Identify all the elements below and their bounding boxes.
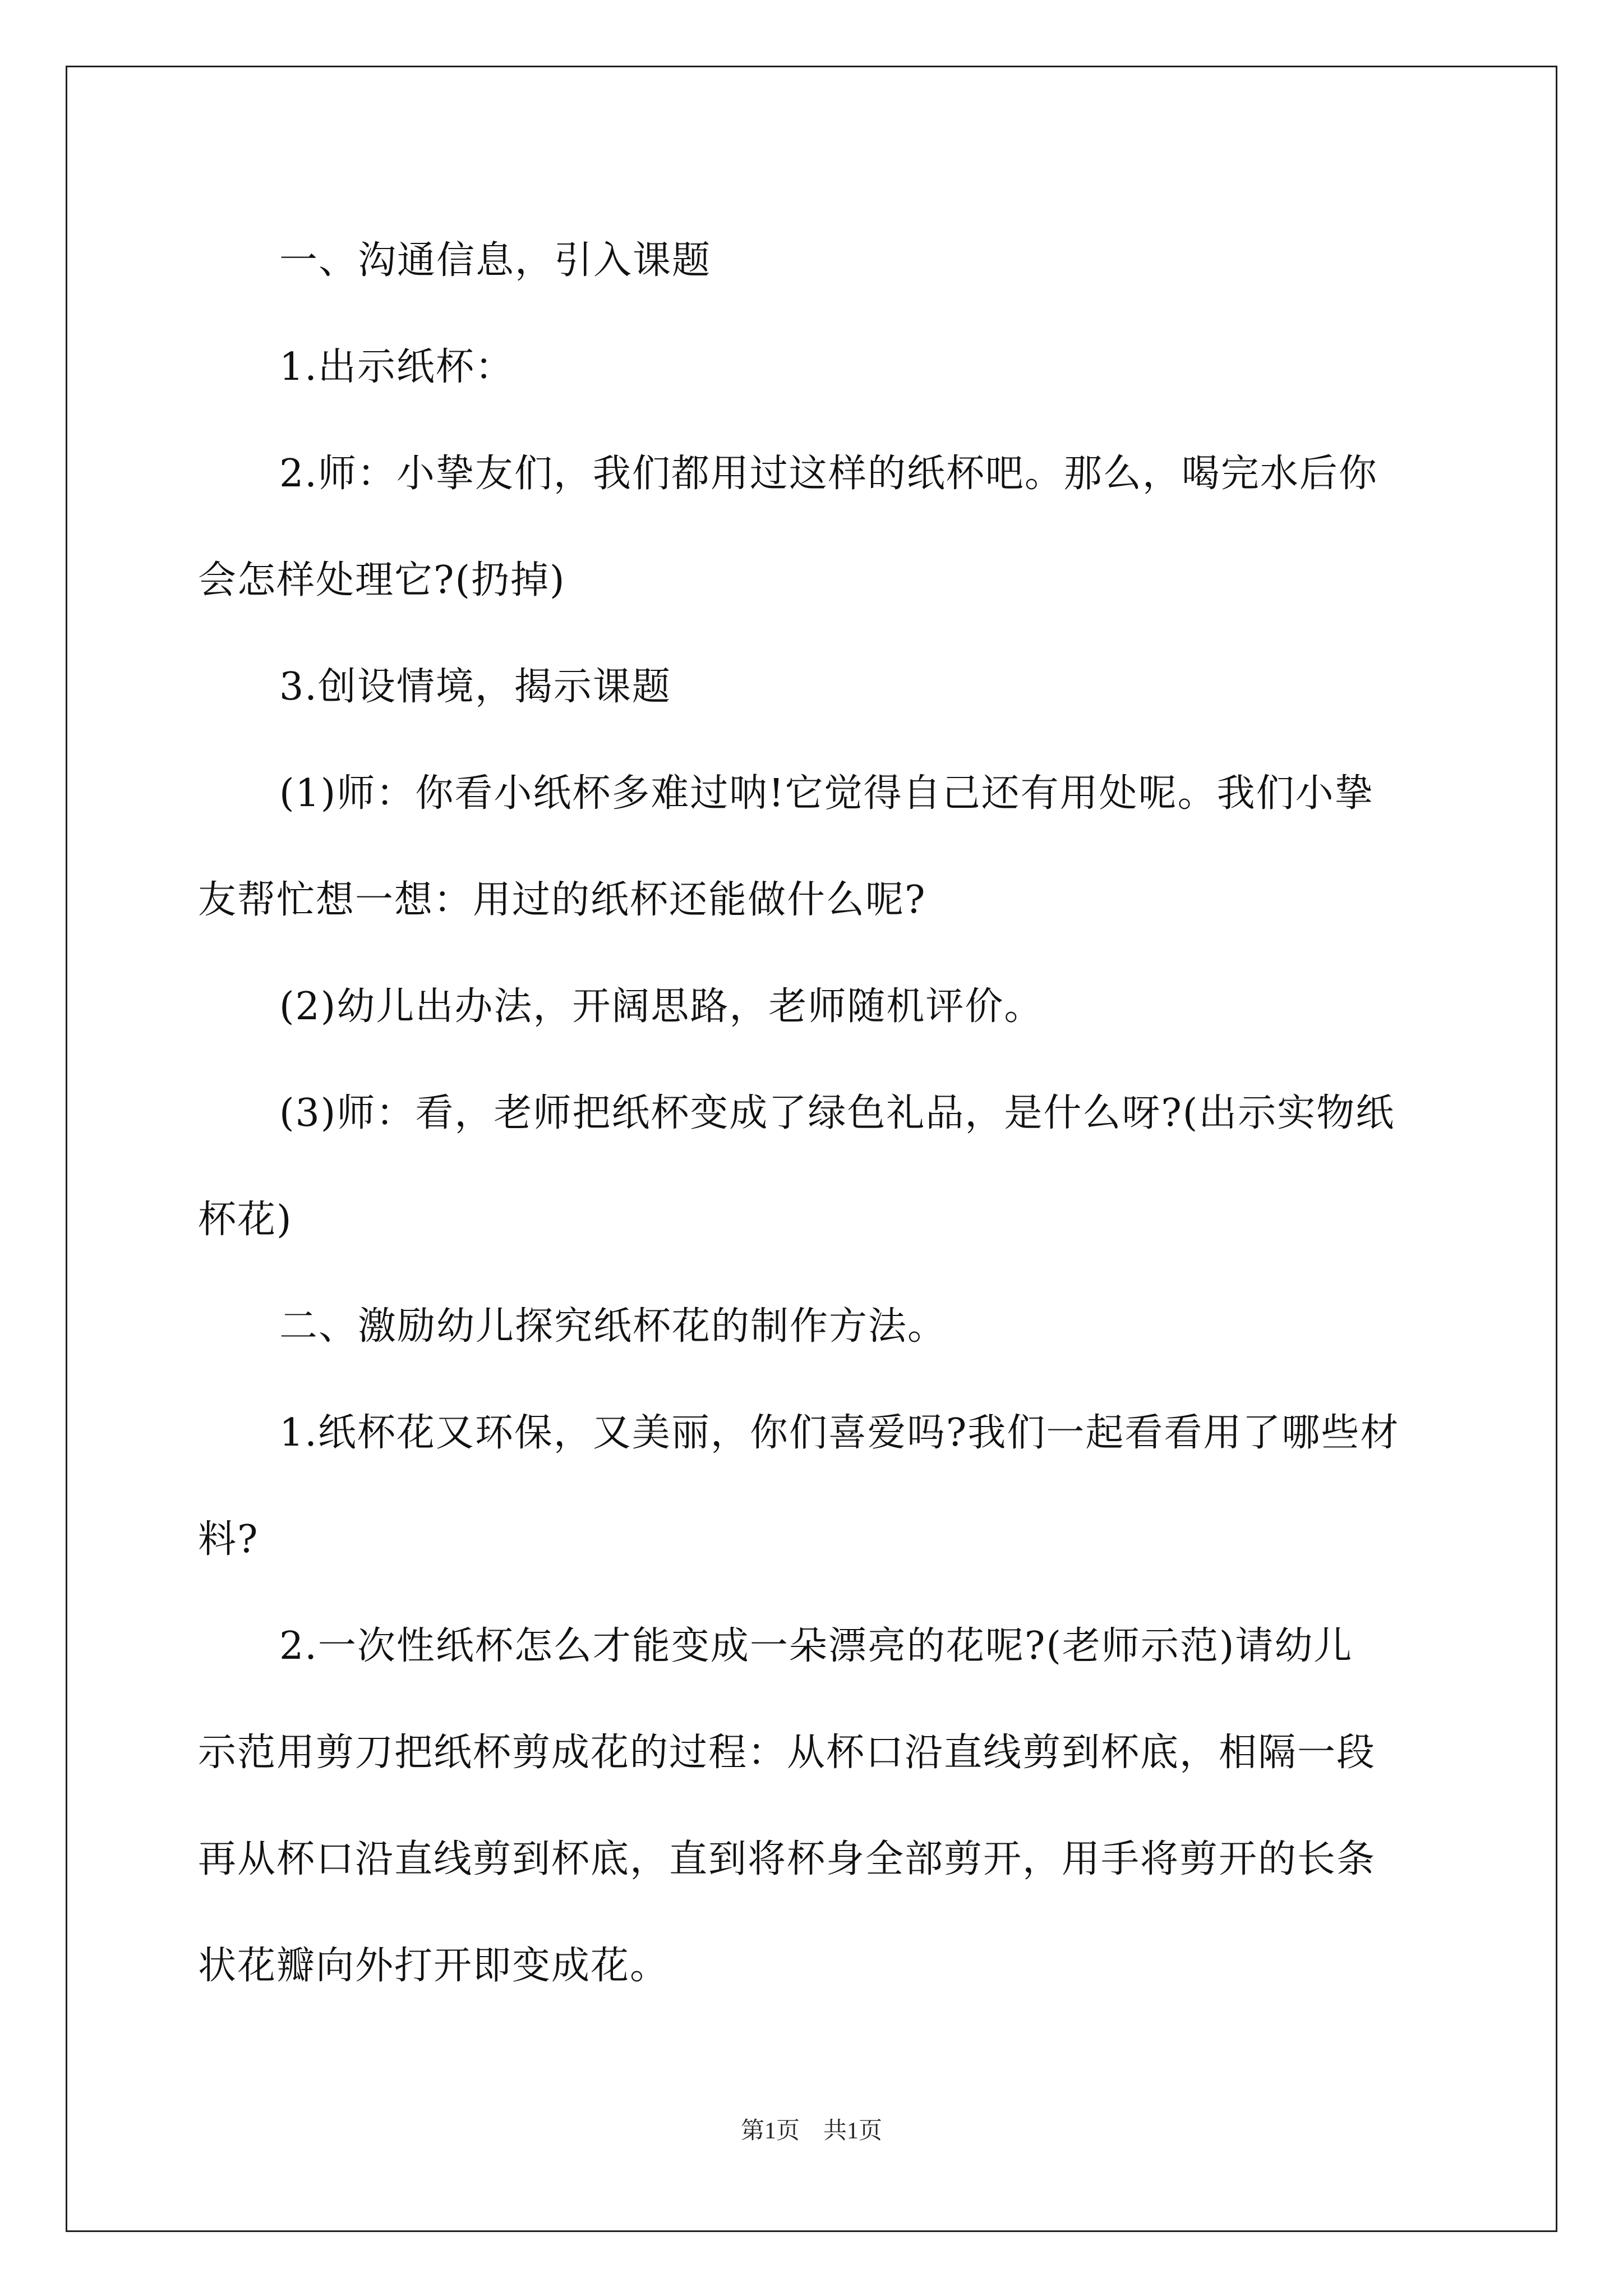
paragraph: (1)师：你看小纸杯多难过呐!它觉得自己还有用处呢。我们小挚 友帮忙想一想：用过的纸杯还能做什么呢? bbox=[198, 771, 1374, 922]
paragraph: 1.纸杯花又环保，又美丽，你们喜爱吗?我们一起看看用了哪些材 料? bbox=[198, 1411, 1400, 1562]
paragraph: 2.师：小挚友们，我们都用过这样的纸杯吧。那么，喝完水后你 会怎样处理它?(扔掉) bbox=[198, 452, 1378, 602]
page-number-footer: 第1页 共1页 bbox=[740, 2118, 882, 2144]
paragraph: (2)幼儿出办法，开阔思路，老师随机评价。 bbox=[279, 984, 1044, 1029]
document-body bbox=[198, 208, 1429, 2019]
paragraph: 1.出示纸杯： bbox=[279, 345, 514, 389]
section-heading-1: 一、沟通信息，引入课题 bbox=[279, 238, 712, 283]
paragraph: (3)师：看，老师把纸杯变成了绿色礼品，是什么呀?(出示实物纸 杯花) bbox=[198, 1091, 1395, 1242]
section-heading-2: 二、激励幼儿探究纸杯花的制作方法。 bbox=[279, 1304, 947, 1349]
paragraph: 3.创设情境，揭示课题 bbox=[279, 665, 671, 709]
paragraph: 2.一次性纸杯怎么才能变成一朵漂亮的花呢?(老师示范)请幼儿 示范用剪刀把纸杯剪成花的过程：从杯口沿直线剪到杯底，相隔一段 再从杯口沿直线剪到杯底，直到将杯身全部剪开，用手将剪开的长条 状花瓣向外打开即变成花。 bbox=[198, 1624, 1376, 1988]
